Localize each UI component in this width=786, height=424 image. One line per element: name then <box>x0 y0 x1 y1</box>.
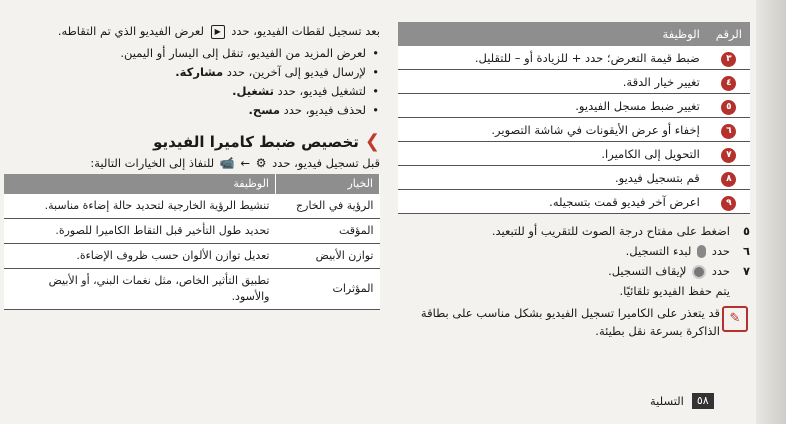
row-number <box>708 190 750 214</box>
page-number: ٥٨ <box>692 393 714 409</box>
steps-list <box>398 222 750 300</box>
note-box <box>398 304 750 340</box>
option-name: المؤقت <box>276 219 380 244</box>
table-row <box>4 219 380 244</box>
row-number <box>708 46 750 70</box>
row-number <box>708 142 750 166</box>
function-text: قم بتسجيل فيديو. <box>398 166 708 190</box>
section-intro: قبل تسجيل فيديو، حدد ⚙ ← 📹 للنفاذ إلى الخيارات التالية: <box>90 156 380 170</box>
function-text: تغيير ضبط مسجل الفيديو. <box>398 94 708 118</box>
option-name: المؤثرات <box>276 269 380 310</box>
bullet-item <box>4 63 366 82</box>
bullet-item <box>4 101 366 120</box>
option-desc: تطبيق التأثير الخاص، مثل نغمات البني، أو الأبيض والأسود. <box>4 269 276 310</box>
table-row <box>398 70 750 94</box>
option-desc: تنشيط الرؤية الخارجية لتحديد حالة إضاءة مناسبة. <box>4 194 276 219</box>
video-camera-icon: 📹 <box>219 156 235 170</box>
option-desc: تحديد طول التأخير قبل التقاط الكاميرا للصورة. <box>4 219 276 244</box>
step-text-tail: لإيقاف التسجيل. <box>608 264 687 278</box>
right-column <box>398 22 750 340</box>
table-row <box>398 46 750 70</box>
number-badge: ٨ <box>721 172 736 187</box>
row-number <box>708 166 750 190</box>
number-badge: ٦ <box>721 124 736 139</box>
functions-header-number: الرقم <box>708 22 750 46</box>
playback-intro <box>4 22 380 42</box>
chapter-label: التسلية <box>650 394 684 408</box>
note-pencil-icon: ✎ <box>722 306 748 332</box>
option-name: الرؤية في الخارج <box>276 194 380 219</box>
table-row <box>4 244 380 269</box>
bullet-item <box>4 82 366 101</box>
step-item <box>398 222 750 242</box>
bullet-text: لإرسال فيديو إلى آخرين، حدد <box>226 65 366 79</box>
number-badge: ٧ <box>721 148 736 163</box>
table-row <box>4 194 380 219</box>
functions-header-function: الوظيفة <box>398 22 708 46</box>
table-row <box>398 142 750 166</box>
row-number <box>708 94 750 118</box>
record-button-icon <box>697 245 706 258</box>
table-row <box>398 190 750 214</box>
chevron-icon: ❯ <box>364 131 380 152</box>
step-item <box>398 262 750 282</box>
page-footer <box>650 393 714 409</box>
step-text: اضغط على مفتاح درجة الصوت للتقريب أو للتبعيد. <box>491 224 730 238</box>
step-text: حدد <box>711 264 730 278</box>
section-intro-b: للنفاذ إلى الخيارات التالية: <box>90 156 215 170</box>
bullet-text: لتشغيل فيديو، حدد <box>277 84 366 98</box>
left-column <box>4 22 380 310</box>
options-header-function: الوظيفة <box>4 174 276 194</box>
options-header-option: الخيار <box>276 174 380 194</box>
step-text-tail: لبدء التسجيل. <box>625 244 692 258</box>
table-row <box>398 166 750 190</box>
number-badge: ٩ <box>721 196 736 211</box>
step-text: حدد <box>711 244 730 258</box>
step-number: ٦ <box>742 244 750 258</box>
number-badge: ٥ <box>721 100 736 115</box>
options-table <box>4 174 380 310</box>
table-row <box>398 94 750 118</box>
bullet-bold: تشغيل. <box>232 84 274 98</box>
step-number: ٧ <box>742 264 750 278</box>
number-badge: ٣ <box>721 52 736 67</box>
section-heading <box>4 130 380 154</box>
playback-intro-tail: لعرض الفيديو الذي تم التقاطه. <box>57 24 204 38</box>
auto-save-note: يتم حفظ الفيديو تلقائيًا. <box>619 284 730 298</box>
note-text: قد يتعذر على الكاميرا تسجيل الفيديو بشكل مناسب على بطاقة الذاكرة بسرعة نقل بطيئة. <box>420 306 720 338</box>
bullet-bold: مشاركة. <box>175 65 224 79</box>
play-icon: ▶ <box>211 25 225 39</box>
section-intro-a: قبل تسجيل فيديو، حدد <box>272 156 380 170</box>
stop-button-icon <box>692 265 706 279</box>
functions-table <box>398 22 750 214</box>
function-text: ضبط قيمة التعرض؛ حدد + للزيادة أو – للتقليل. <box>398 46 708 70</box>
row-number <box>708 118 750 142</box>
number-badge: ٤ <box>721 76 736 91</box>
step-number: ٥ <box>742 224 750 238</box>
row-number <box>708 70 750 94</box>
function-text: إخفاء أو عرض الأيقونات في شاشة التصوير. <box>398 118 708 142</box>
option-desc: تعديل توازن الألوان حسب ظروف الإضاءة. <box>4 244 276 269</box>
function-text: اعرض آخر فيديو قمت بتسجيله. <box>398 190 708 214</box>
function-text: تغيير خيار الدقة. <box>398 70 708 94</box>
bullet-item <box>4 44 366 63</box>
function-text: التحويل إلى الكاميرا. <box>398 142 708 166</box>
table-row <box>398 118 750 142</box>
section-title: تخصيص ضبط كاميرا الفيديو <box>153 133 359 151</box>
bullet-text: لعرض المزيد من الفيديو، تنقل إلى اليسار أو اليمين. <box>120 46 366 60</box>
option-name: توازن الأبيض <box>276 244 380 269</box>
playback-intro-text: بعد تسجيل لقطات الفيديو، حدد <box>231 24 380 38</box>
bullet-text: لحذف فيديو، حدد <box>283 103 366 117</box>
page-edge <box>756 0 786 424</box>
playback-bullets <box>4 44 380 120</box>
gear-icon: ⚙ <box>255 156 267 170</box>
bullet-bold: مسح. <box>248 103 281 117</box>
table-row <box>4 269 380 310</box>
step-item <box>398 242 750 262</box>
